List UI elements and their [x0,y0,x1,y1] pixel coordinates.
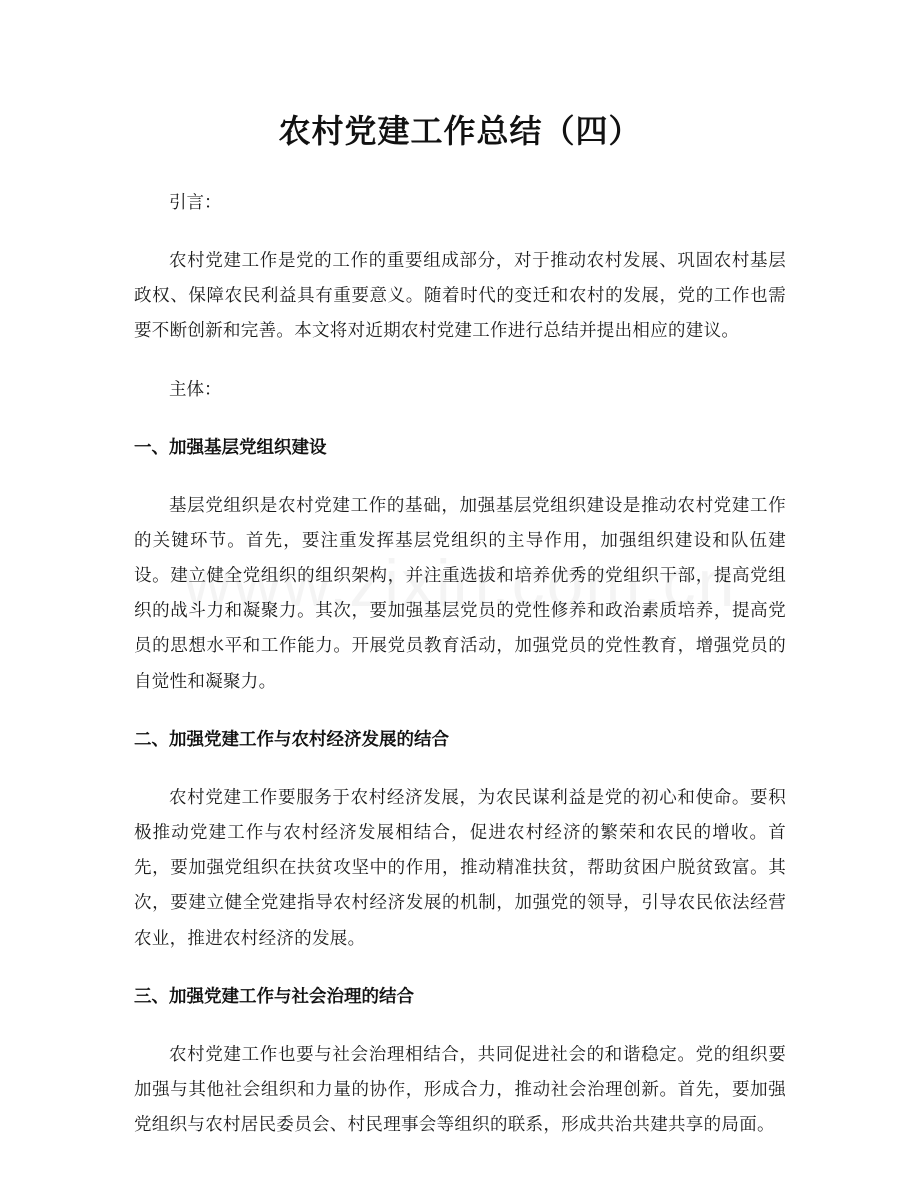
section-heading-2: 二、加强党建工作与农村经济发展的结合 [134,729,449,750]
body-label: 主体： [169,379,222,400]
section-paragraph-2: 农村党建工作要服务于农村经济发展，为农民谋利益是党的初心和使命。要积极推动党建工作与农村经济发展相结合，促进农村经济的繁荣和农民的增收。首先，要加强党组织在扶贫攻坚中的作用，推动精准扶贫，帮助贫困户脱贫致富。其次，要建立健全党建指导农村经济发展的机制，加强党的领导，引导农民依法经营农业，推进农村经济的发展。 [134,787,786,949]
intro-label: 引言： [169,193,222,213]
document-title: 农村党建工作总结（四） [278,112,642,150]
section-heading-3: 三、加强党建工作与社会治理的结合 [134,986,414,1007]
section-paragraph-3: 农村党建工作也要与社会治理相结合，共同促进社会的和谐稳定。党的组织要加强与其他社会组织和力量的协作，形成合力，推动社会治理创新。首先，要加强党组织与农村居民委员会、村民理事会等组织的联系，形成共治共建共享的局面。 [134,1044,786,1136]
section-paragraph-1: 基层党组织是农村党建工作的基础，加强基层党组织建设是推动农村党建工作的关键环节。首先，要注重发挥基层党组织的主导作用，加强组织建设和队伍建设。建立健全党组织的组织架构，并注重选拔和培养优秀的党组织干部，提高党组织的战斗力和凝聚力。其次，要加强基层党员的党性修养和政治素质培养，提高党员的思想水平和工作能力。开展党员教育活动，加强党员的党性教育，增强党员的自觉性和凝聚力。 [134,495,786,692]
intro-paragraph: 农村党建工作是党的工作的重要组成部分，对于推动农村发展、巩固农村基层政权、保障农民利益具有重要意义。随着时代的变迁和农村的发展，党的工作也需要不断创新和完善。本文将对近期农村党建工作进行总结并提出相应的建议。 [134,251,786,342]
document-body [134,186,786,1166]
section-heading-1: 一、加强基层党组织建设 [134,437,327,458]
